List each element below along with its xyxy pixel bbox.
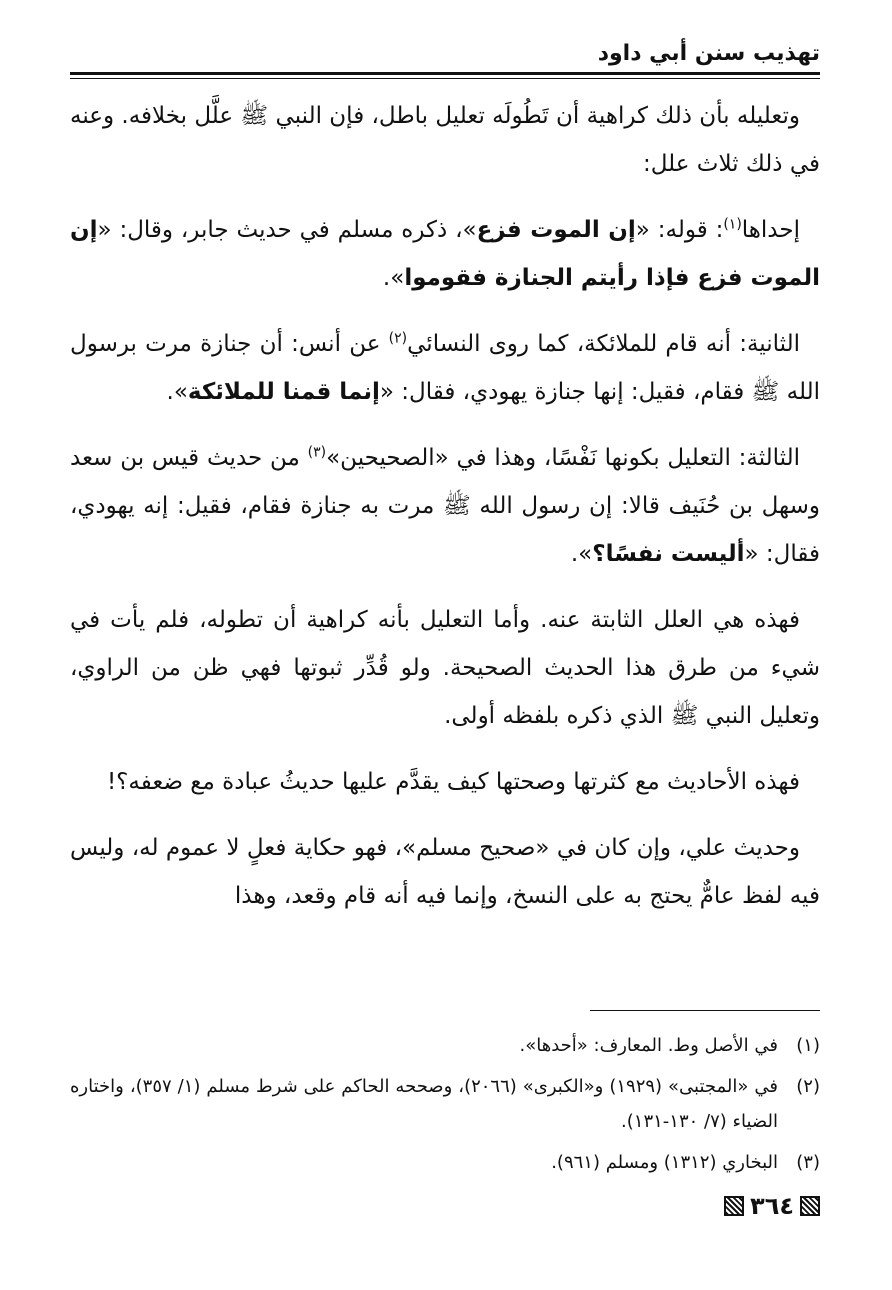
footnote xyxy=(70,1145,820,1180)
page-folio xyxy=(724,1192,820,1220)
paragraph xyxy=(70,758,820,806)
text-segment: فهذه هي العلل الثابتة عنه. وأما التعليل بأنه كراهية أن تطوله، فلم يأت في شيء من طرق هذا الحديث الصحيحة. ولو قُدِّر ثبوتها فهي ظن من الراوي، وتعليل النبي ﷺ الذي ذكره بلفظه أولى. xyxy=(70,607,820,729)
hadith-quote: إن الموت فزع فإذا رأيتم الجنازة فقوموا xyxy=(70,217,820,291)
paragraph xyxy=(70,434,820,578)
paragraph xyxy=(70,320,820,416)
text-segment: الثانية: أنه قام للملائكة، كما روى النسائي xyxy=(407,331,800,357)
footnote-reference: (٢) xyxy=(388,330,408,347)
hadith-quote: أليست نفسًا؟ xyxy=(592,541,745,567)
main-text xyxy=(70,92,820,938)
text-segment: الثالثة: التعليل بكونها نَفْسًا، وهذا في «الصحيحين» xyxy=(326,445,801,471)
footnote-separator xyxy=(590,1010,820,1011)
footnote-text: البخاري (١٣١٢) ومسلم (٩٦١). xyxy=(551,1152,778,1173)
text-segment: عن أنس: أن جنازة مرت برسول الله ﷺ فقام، فقيل: إنها جنازة يهودي، فقال: « xyxy=(70,331,820,405)
footnote-number: (٣) xyxy=(796,1152,820,1173)
hadith-quote: إنما قمنا للملائكة xyxy=(187,379,380,405)
book-page xyxy=(70,30,820,1260)
footnote-text: في «المجتبى» (١٩٢٩) و«الكبرى» (٢٠٦٦)، وصححه الحاكم على شرط مسلم (١/ ٣٥٧)، واختاره الضياء (٧/ ١٣٠-١٣١). xyxy=(70,1076,779,1132)
footnote-number: (١) xyxy=(796,1035,820,1056)
text-segment: إحداها xyxy=(741,217,800,243)
footnotes xyxy=(70,1028,820,1186)
text-segment: ». xyxy=(166,379,188,405)
text-segment: وحديث علي، وإن كان في «صحيح مسلم»، فهو حكاية فعلٍ لا عموم له، وليس فيه لفظ عامٌّ يحتج به على النسخ، وإنما فيه أنه قام وقعد، وهذا xyxy=(70,835,820,909)
header-rule-thick xyxy=(70,72,820,75)
ornament-icon xyxy=(724,1196,744,1216)
footnote-number: (٢) xyxy=(796,1076,820,1097)
text-segment: »، ذكره مسلم في حديث جابر، وقال: « xyxy=(97,217,477,243)
text-segment: وتعليله بأن ذلك كراهية أن تَطُولَه تعليل باطل، فإن النبي ﷺ علَّل بخلافه. وعنه في ذلك ثلاث علل: xyxy=(70,103,820,177)
text-segment: : قوله: « xyxy=(635,217,724,243)
paragraph xyxy=(70,206,820,302)
header-rule-thin xyxy=(70,78,820,79)
text-segment: فهذه الأحاديث مع كثرتها وصحتها كيف يقدَّم عليها حديثُ عبادة مع ضعفه؟! xyxy=(106,769,800,795)
paragraph xyxy=(70,596,820,740)
hadith-quote: إن الموت فزع xyxy=(476,217,636,243)
paragraph xyxy=(70,824,820,920)
text-segment: من حديث قيس بن سعد وسهل بن حُنَيف قالا: إن رسول الله ﷺ مرت به جنازة فقام، فقيل: إنه يهودي، فقال: « xyxy=(70,445,820,567)
footnote-reference: (١) xyxy=(723,216,742,233)
footnote-reference: (٣) xyxy=(307,444,327,461)
running-title: تهذيب سنن أبي داود xyxy=(597,41,820,66)
page-number: ٣٦٤ xyxy=(750,1192,794,1220)
ornament-icon xyxy=(800,1196,820,1216)
footnote xyxy=(70,1028,820,1063)
paragraph xyxy=(70,92,820,188)
footnote xyxy=(70,1069,820,1139)
text-segment: ». xyxy=(570,541,593,567)
footnote-text: في الأصل وط. المعارف: «أحدها». xyxy=(519,1035,778,1056)
text-segment: ». xyxy=(382,265,405,291)
